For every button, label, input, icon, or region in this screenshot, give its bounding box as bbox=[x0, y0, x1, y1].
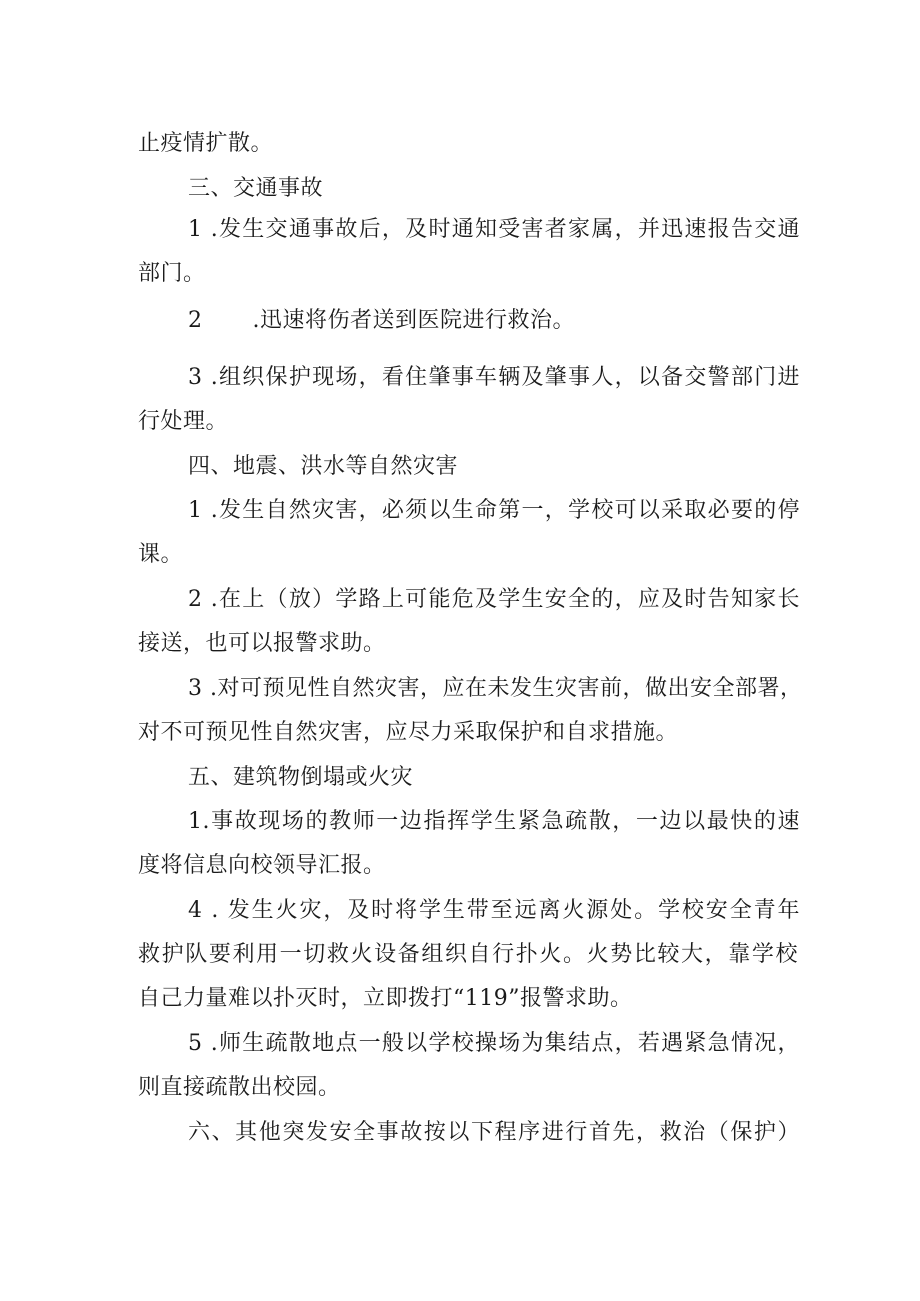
text-line: 课。 bbox=[138, 542, 184, 567]
text-line: 1 .发生交通事故后，及时通知受害者家属，并迅速报告交通 bbox=[188, 217, 800, 242]
section-heading: 五、建筑物倒塌或火灾 bbox=[188, 765, 414, 790]
text-line: 行处理。 bbox=[138, 409, 229, 434]
item-text: .迅速将伤者送到医院进行救治。 bbox=[252, 308, 575, 333]
text-line: 度将信息向校领导汇报。 bbox=[138, 853, 386, 878]
text-line: 则直接疏散出校园。 bbox=[138, 1075, 341, 1100]
text-line: 1.事故现场的教师一边指挥学生紧急疏散，一边以最快的速 bbox=[188, 809, 800, 834]
item-number: 2 bbox=[188, 308, 203, 333]
text-line: 1 .发生自然灾害，必须以生命第一，学校可以采取必要的停 bbox=[188, 498, 800, 523]
text-line: 部门。 bbox=[138, 261, 206, 286]
section-heading: 三、交通事故 bbox=[188, 176, 324, 201]
text-line: 3 .组织保护现场，看住肇事车辆及肇事人，以备交警部门进 bbox=[188, 365, 800, 390]
text-line: 对不可预见性自然灾害，应尽力采取保护和自求措施。 bbox=[138, 720, 679, 745]
text-line: 六、其他突发安全事故按以下程序进行首先，救治（保护） bbox=[188, 1120, 800, 1145]
text-line: 5 .师生疏散地点一般以学校操场为集结点，若遇紧急情况， bbox=[188, 1031, 800, 1056]
text-line: 接送，也可以报警求助。 bbox=[138, 631, 386, 656]
text-line: 自己力量难以扑灭时，立即拨打“119”报警求助。 bbox=[138, 986, 633, 1011]
text-line: 止疫情扩散。 bbox=[138, 131, 274, 156]
text-line: 4 . 发生火灾，及时将学生带至远离火源处。学校安全青年 bbox=[188, 898, 800, 923]
section-heading: 四、地震、洪水等自然灾害 bbox=[188, 454, 459, 479]
text-line: 3 .对可预见性自然灾害，应在未发生灾害前，做出安全部署， bbox=[188, 676, 803, 701]
text-line: 2 .在上（放）学路上可能危及学生安全的，应及时告知家长 bbox=[188, 587, 800, 612]
text-line: 救护队要利用一切救火设备组织自行扑火。火势比较大，靠学校 bbox=[138, 942, 798, 967]
text-line bbox=[188, 305, 800, 337]
